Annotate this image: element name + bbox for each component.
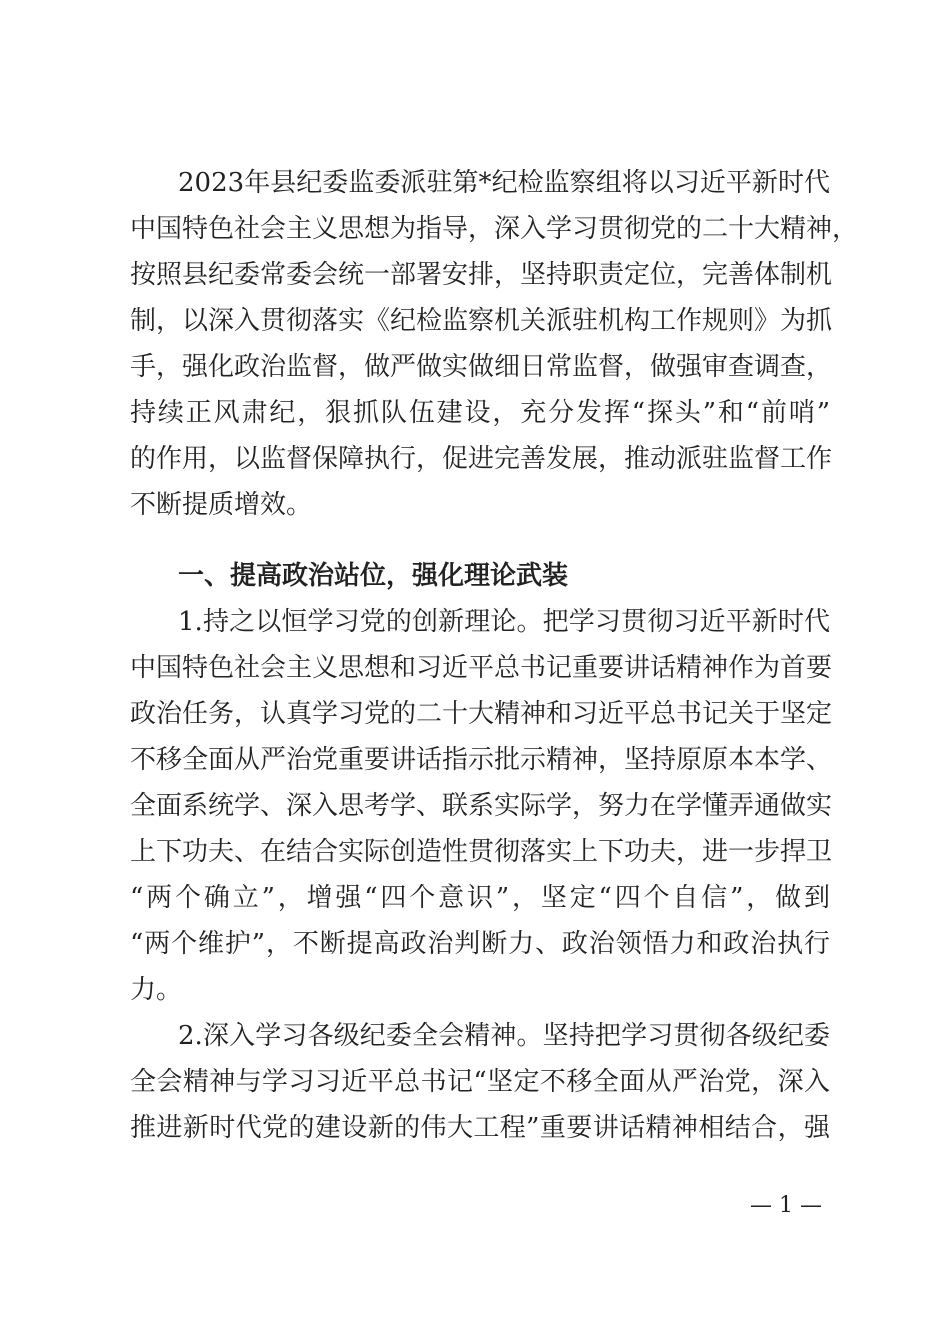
- paragraph-line: 上下功夫、在结合实际创造性贯彻落实上下功夫，进一步捍卫: [130, 837, 833, 867]
- section-heading: 一、提高政治站位，强化理论武装: [178, 561, 569, 591]
- paragraph-line: 1.持之以恒学习党的创新理论。把学习贯彻习近平新时代: [178, 607, 830, 637]
- page-number: — 1 —: [750, 1193, 822, 1218]
- paragraph-line: 中国特色社会主义思想为指导，深入学习贯彻党的二十大精神，: [130, 214, 859, 244]
- paragraph-line: 2023年县纪委监委派驻第*纪检监察组将以习近平新时代: [178, 168, 830, 198]
- paragraph-line: 不移全面从严治党重要讲话指示批示精神，坚持原原本本学、: [130, 745, 833, 775]
- paragraph-line: 推进新时代党的建设新的伟大工程”重要讲话精神相结合，强: [130, 1113, 830, 1143]
- paragraph-line: 全面系统学、深入思考学、联系实际学，努力在学懂弄通做实: [130, 791, 833, 821]
- paragraph-line: 手，强化政治监督，做严做实做细日常监督，做强审查调查，: [130, 352, 833, 382]
- paragraph-line: 政治任务，认真学习党的二十大精神和习近平总书记关于坚定: [130, 699, 833, 729]
- paragraph-line: 制，以深入贯彻落实《纪检监察机关派驻机构工作规则》为抓: [130, 306, 833, 336]
- paragraph-line: “两个确立”，增强“四个意识”，坚定“四个自信”，做到: [130, 883, 830, 913]
- paragraph-line: “两个维护”，不断提高政治判断力、政治领悟力和政治执行: [130, 929, 830, 959]
- paragraph-line: 持续正风肃纪，狠抓队伍建设，充分发挥“探头”和“前哨”: [130, 398, 830, 428]
- paragraph-line: 中国特色社会主义思想和习近平总书记重要讲话精神作为首要: [130, 653, 833, 683]
- paragraph-line: 的作用，以监督保障执行，促进完善发展，推动派驻监督工作: [130, 444, 833, 474]
- paragraph-line: 不断提质增效。: [130, 490, 313, 520]
- paragraph-line: 2.深入学习各级纪委全会精神。坚持把学习贯彻各级纪委: [178, 1021, 830, 1051]
- paragraph-line: 全会精神与学习习近平总书记“坚定不移全面从严治党，深入: [130, 1067, 830, 1097]
- paragraph-line: 按照县纪委常委会统一部署安排，坚持职责定位，完善体制机: [130, 260, 833, 290]
- paragraph-line: 力。: [130, 975, 183, 1005]
